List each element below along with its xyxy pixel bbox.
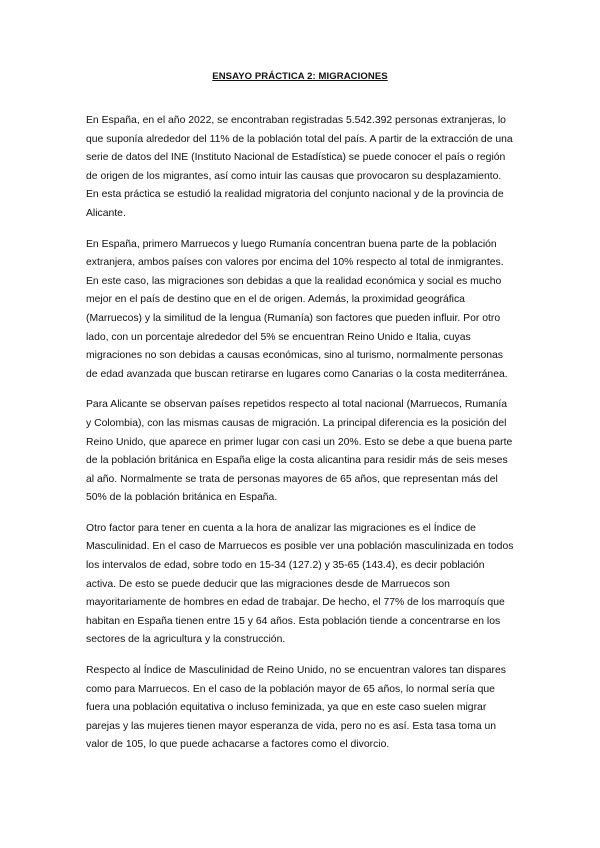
paragraph: Para Alicante se observan países repetidos respecto al total nacional (Marruecos, Rumanía y Colombia), con las mismas causas de migración. La principal diferencia es la posición del Reino Unido, que aparece en primer lugar con casi un 20%. Esto se debe a que buena parte de la población británica en España elige la costa alicantina para residir más de seis meses al año. Normalmente se trata de personas mayores de 65 años, que representan más del 50% de la población británica en España.: [86, 399, 513, 504]
paragraph: Respecto al Índice de Masculinidad de Reino Unido, no se encuentran valores tan dispares como para Marruecos. En el caso de la población mayor de 65 años, lo normal sería que fuera una población equitativa o incluso feminizada, ya que en este caso suelen migrar parejas y las mujeres tienen mayor esperanza de vida, pero no es así. Esta tasa toma un valor de 105, lo que puede achacarse a factores como el divorcio.: [86, 665, 506, 751]
paragraph: Otro factor para tener en cuenta a la hora de analizar las migraciones es el Índice de Masculinidad. En el caso de Marruecos es posible ver una población masculinizada en todos los intervalos de edad, sobre todo en 15-34 (127.2) y 35-65 (143.4), es decir población activa. De esto se puede deducir que las migraciones desde de Marruecos son mayoritariamente de hombres en edad de trabajar. De hecho, el 77% de los marroquís que habitan en España tienen entre 15 y 64 años. Esta población tiende a concentrarse en los sectores de la agricultura y la construcción.: [86, 522, 514, 646]
paragraph: En España, primero Marruecos y luego Rumanía concentran buena parte de la población extranjera, ambos países con valores por encima del 10% respecto al total de inmigrantes. En este caso, las migraciones son debidas a que la realidad económica y social es mucho mejor en el país de destino que en el de origen. Además, la proximidad geográfica (Marruecos) y la similitud de la lengua (Rumanía) son factores que pueden influir. Por otro lado, con un porcentaje alrededor del 5% se encuentran Reino Unido e Italia, cuyas migraciones no son debidas a causas económicas, sino al turismo, normalmente personas de edad avanzada que buscan retirarse en lugares como Canarias o la costa mediterránea.: [86, 238, 508, 380]
document-body: [86, 112, 514, 767]
document-title: ENSAYO PRÁCTICA 2: MIGRACIONES: [212, 71, 388, 82]
paragraph: En España, en el año 2022, se encontraban registradas 5.542.392 personas extranjeras, lo que suponía alrededor del 11% de la población total del país. A partir de la extracción de una serie de datos del INE (Instituto Nacional de Estadística) se puede conocer el país o región de origen de los migrantes, así como intuir las causas que provocaron su desplazamiento. En esta práctica se estudió la realidad migratoria del conjunto nacional y de la provincia de Alicante.: [86, 115, 513, 219]
